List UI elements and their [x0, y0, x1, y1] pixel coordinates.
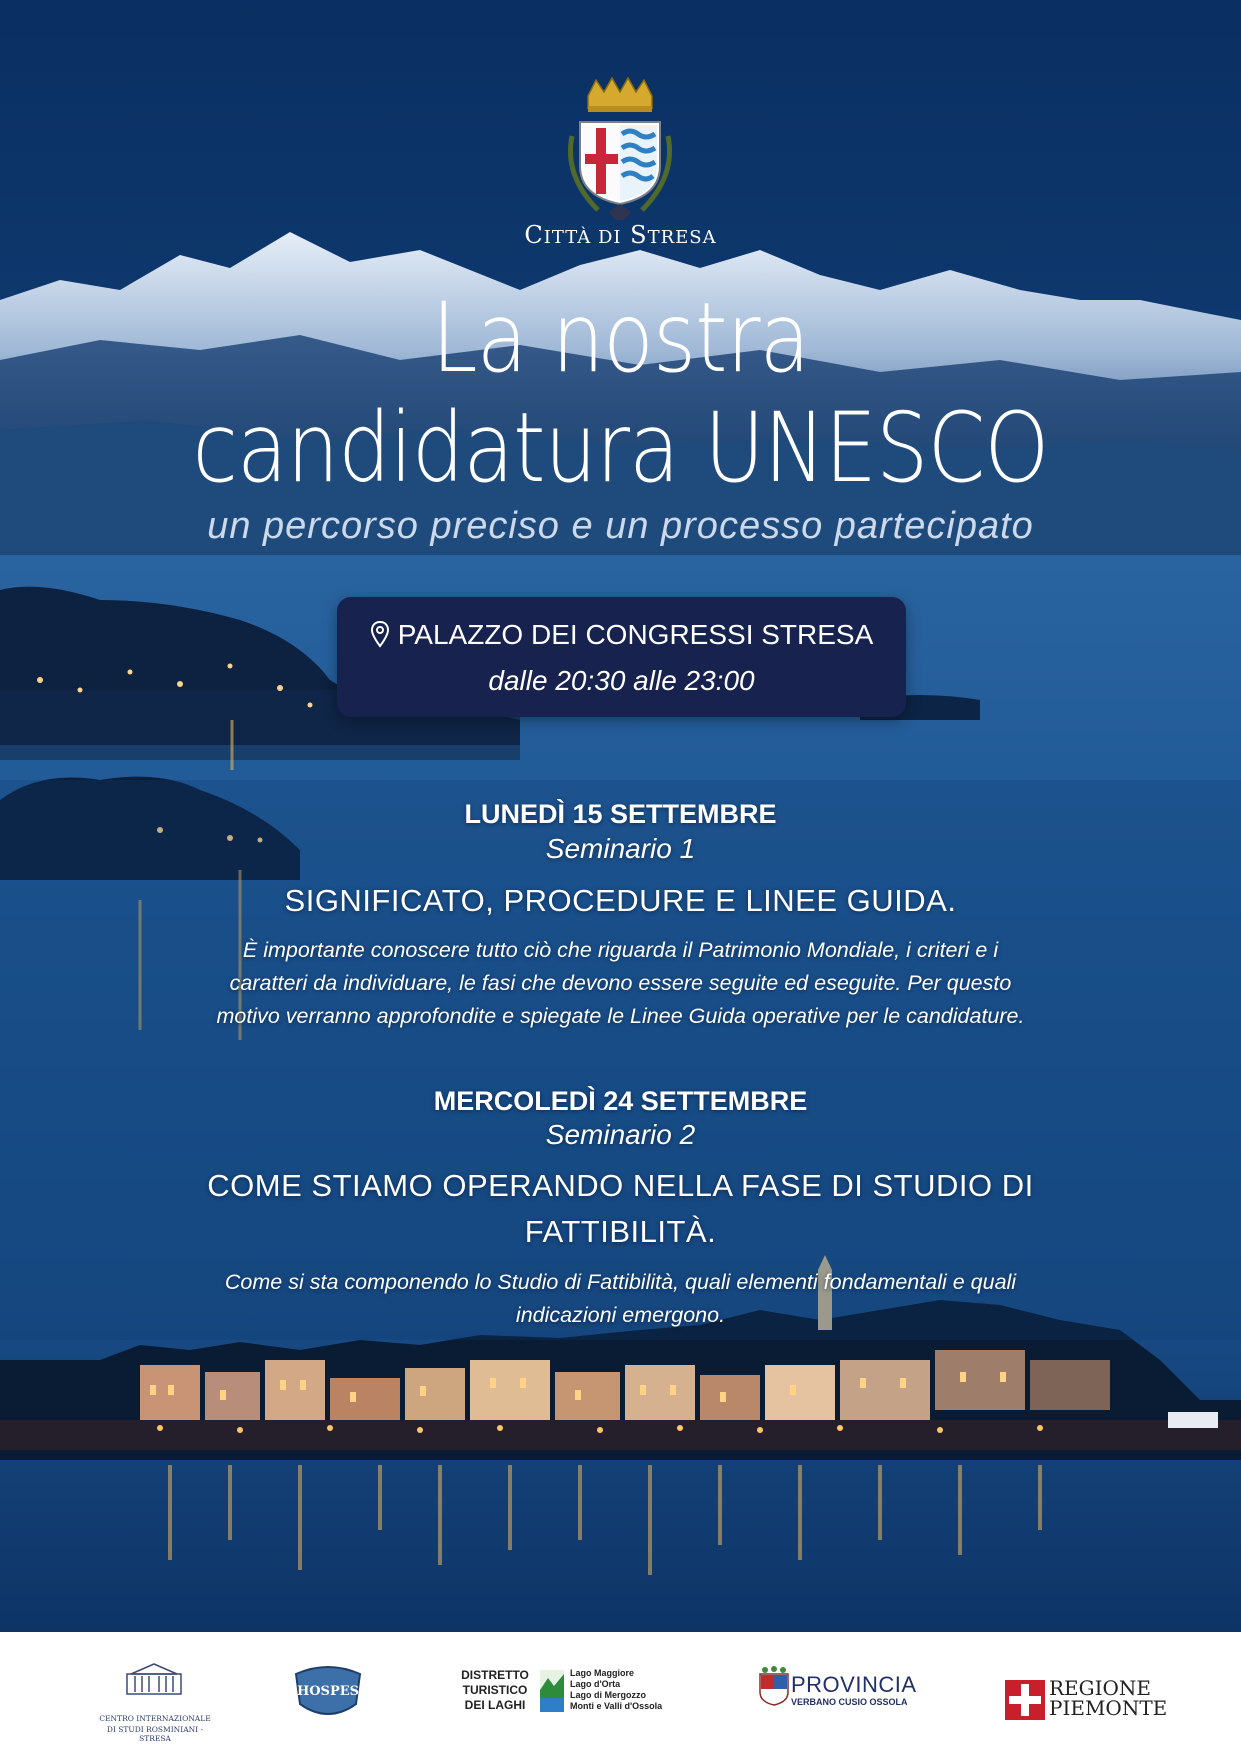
location-pin-icon — [370, 620, 390, 648]
lake-name: Monti e Valli d'Ossola — [570, 1701, 663, 1711]
lakes-list — [570, 1668, 662, 1712]
hospes-name: HOSPES — [296, 1684, 360, 1699]
partners-footer — [0, 1632, 1241, 1754]
provincia-vco-logo — [755, 1632, 925, 1754]
provincia-crest-icon — [757, 1666, 791, 1706]
seminar-1-description-line: caratteri da individuare, le fasi che devono essere seguite ed eseguite. Per questo — [229, 971, 1012, 995]
piemonte-flag-icon — [1005, 1680, 1045, 1720]
seminar-2-label: Seminario 2 — [545, 1119, 696, 1150]
seminar-2-heading-line: COME STIAMO OPERANDO NELLA FASE DI STUDIO DI — [207, 1168, 1034, 1203]
regione-name: REGIONE — [1049, 1676, 1152, 1700]
title-line-1: La nostra — [431, 282, 810, 394]
distretto-line: DEI LAGHI — [464, 1698, 526, 1712]
seminar-2-description-line: indicazioni emergono. — [515, 1303, 726, 1327]
seminar-2-heading-line: FATTIBILITÀ. — [524, 1214, 717, 1249]
provincia-name: PROVINCIA — [791, 1672, 917, 1697]
lake-name: Lago di Mergozzo — [570, 1690, 646, 1700]
building-icon — [125, 1662, 183, 1696]
rosmini-name-line: CENTRO INTERNAZIONALE — [99, 1714, 211, 1723]
seminar-1-description-line: motivo verranno approfondite e spiegate le Linee Guida operative per le candidature. — [216, 1004, 1025, 1028]
lake-name: Lago d'Orta — [570, 1679, 621, 1689]
venue-name: PALAZZO DEI CONGRESSI STRESA — [397, 619, 874, 650]
rosmini-name-line: DI STUDI ROSMINIANI - STRESA — [106, 1725, 204, 1743]
provincia-subname: VERBANO CUSIO OSSOLA — [791, 1697, 908, 1707]
distretto-name — [460, 1668, 530, 1713]
venue-box — [337, 597, 906, 717]
regione-subname: PIEMONTE — [1049, 1696, 1168, 1720]
city-name: CITTÀ DI STRESA — [524, 221, 717, 249]
distretto-line: DISTRETTO — [461, 1668, 529, 1682]
seminar-1-description-line: È importante conoscere tutto ciò che riguarda il Patrimonio Mondiale, i criteri e i — [242, 938, 999, 962]
hospes-logo — [288, 1632, 368, 1754]
city-crest-logo — [558, 76, 683, 222]
regione-piemonte-logo — [1005, 1632, 1168, 1754]
rosmini-center-logo — [90, 1632, 220, 1754]
seminar-1-date: LUNEDÌ 15 SETTEMBRE — [464, 799, 777, 829]
seminar-2-date: MERCOLEDÌ 24 SETTEMBRE — [433, 1086, 808, 1116]
distretto-laghi-logo — [460, 1632, 680, 1754]
seminar-1-heading: SIGNIFICATO, PROCEDURE E LINEE GUIDA. — [284, 883, 957, 918]
lake-name: Lago Maggiore — [570, 1668, 635, 1678]
venue-hours: dalle 20:30 alle 23:00 — [488, 665, 755, 696]
distretto-line: TURISTICO — [462, 1683, 528, 1697]
seminar-1-label: Seminario 1 — [545, 833, 696, 864]
subtitle: un percorso preciso e un processo partecipato — [207, 505, 1034, 547]
title-line-2: candidatura UNESCO — [192, 392, 1049, 504]
venue-line — [337, 619, 906, 651]
lakes-mark-icon — [540, 1670, 564, 1712]
seminar-2-description-line: Come si sta componendo lo Studio di Fattibilità, quali elementi fondamentali e quali — [224, 1270, 1017, 1294]
